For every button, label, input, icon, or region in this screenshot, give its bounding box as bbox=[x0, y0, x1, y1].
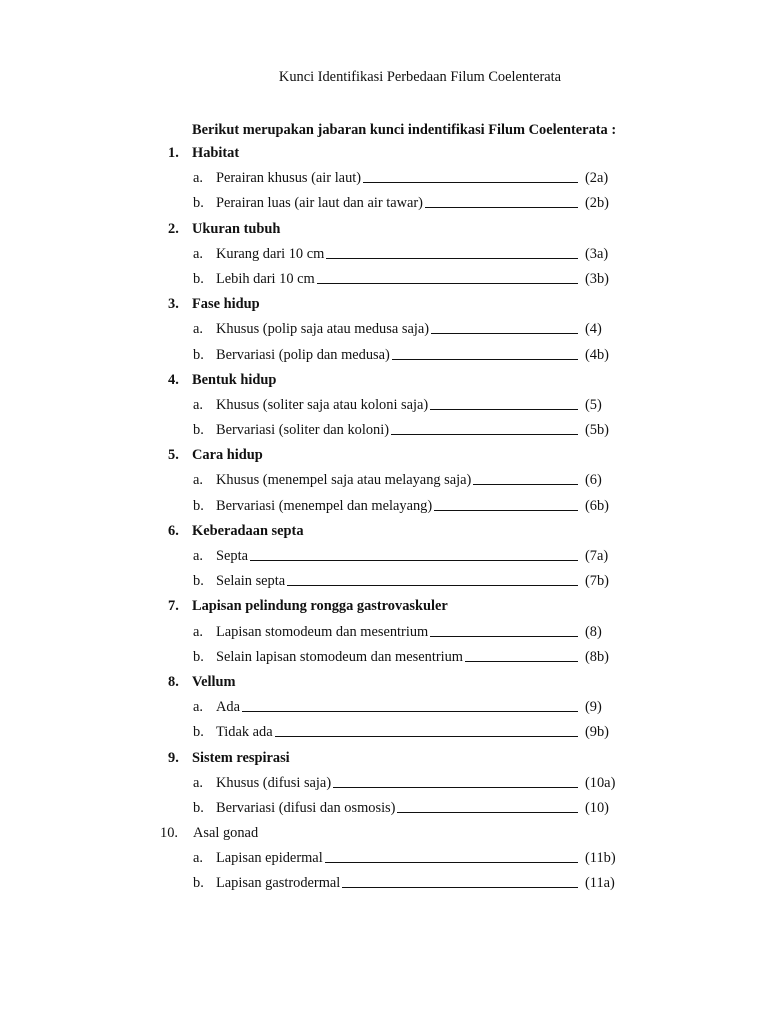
key-section bbox=[0, 596, 768, 672]
option-letter: a. bbox=[193, 774, 203, 791]
leader-line bbox=[430, 636, 578, 637]
leader-line bbox=[465, 661, 578, 662]
leader-line bbox=[326, 258, 578, 259]
option-text: Bervariasi (polip dan medusa) bbox=[216, 346, 390, 363]
key-option bbox=[0, 622, 768, 647]
leader-line bbox=[391, 434, 578, 435]
option-text: Bervariasi (difusi dan osmosis) bbox=[216, 799, 396, 816]
option-letter: a. bbox=[193, 321, 203, 338]
key-option bbox=[0, 848, 768, 873]
section-title: Sistem respirasi bbox=[192, 749, 290, 766]
option-code: (2a) bbox=[585, 170, 609, 187]
key-option bbox=[0, 496, 768, 521]
leader-line bbox=[250, 560, 578, 561]
section-heading bbox=[0, 445, 768, 470]
key-option bbox=[0, 873, 768, 898]
section-number: 2. bbox=[168, 220, 179, 237]
option-code: (6) bbox=[585, 472, 602, 489]
section-number: 8. bbox=[168, 673, 179, 690]
option-code: (11b) bbox=[585, 850, 616, 867]
leader-line bbox=[363, 182, 578, 183]
option-text: Bervariasi (soliter dan koloni) bbox=[216, 422, 390, 439]
option-text: Lapisan epidermal bbox=[216, 850, 323, 867]
section-heading bbox=[0, 823, 768, 848]
leader-line bbox=[242, 711, 578, 712]
option-code: (8b) bbox=[585, 648, 609, 665]
option-code: (8) bbox=[585, 623, 602, 640]
option-code: (5) bbox=[585, 396, 602, 413]
option-code: (6b) bbox=[585, 497, 609, 514]
option-text: Khusus (difusi saja) bbox=[216, 774, 332, 791]
option-code: (10a) bbox=[585, 774, 616, 791]
section-heading bbox=[0, 219, 768, 244]
option-letter: a. bbox=[193, 472, 203, 489]
option-code: (3b) bbox=[585, 270, 609, 287]
option-text: Lapisan stomodeum dan mesentrium bbox=[216, 623, 429, 640]
section-number: 5. bbox=[168, 447, 179, 464]
leader-line bbox=[473, 484, 578, 485]
option-code: (5b) bbox=[585, 422, 609, 439]
option-letter: b. bbox=[193, 573, 204, 590]
option-text: Ada bbox=[216, 699, 240, 716]
leader-line bbox=[431, 333, 578, 334]
option-code: (7b) bbox=[585, 573, 609, 590]
key-section bbox=[0, 219, 768, 295]
section-number: 10. bbox=[160, 825, 178, 842]
section-heading bbox=[0, 143, 768, 168]
section-number: 4. bbox=[168, 371, 179, 388]
option-code: (4b) bbox=[585, 346, 609, 363]
leader-line bbox=[325, 862, 578, 863]
option-text: Khusus (soliter saja atau koloni saja) bbox=[216, 396, 429, 413]
option-code: (7a) bbox=[585, 548, 609, 564]
section-title: Bentuk hidup bbox=[192, 371, 277, 388]
section-heading bbox=[0, 748, 768, 773]
option-letter: b. bbox=[193, 270, 204, 287]
option-letter: a. bbox=[193, 170, 203, 187]
key-section bbox=[0, 521, 768, 597]
key-option bbox=[0, 470, 768, 495]
key-section bbox=[0, 748, 768, 824]
key-option bbox=[0, 571, 768, 596]
section-heading bbox=[0, 521, 768, 546]
option-letter: a. bbox=[193, 548, 203, 564]
section-heading bbox=[0, 370, 768, 395]
key-option bbox=[0, 193, 768, 218]
key-option bbox=[0, 319, 768, 344]
option-letter: a. bbox=[193, 623, 203, 640]
option-text: Khusus (menempel saja atau melayang saja) bbox=[216, 472, 472, 489]
option-text: Bervariasi (menempel dan melayang) bbox=[216, 497, 433, 514]
option-text: Selain septa bbox=[216, 573, 286, 590]
leader-line bbox=[434, 510, 578, 511]
key-option bbox=[0, 345, 768, 370]
option-letter: b. bbox=[193, 195, 204, 212]
option-text: Khusus (polip saja atau medusa saja) bbox=[216, 321, 430, 338]
key-section bbox=[0, 370, 768, 446]
option-letter: a. bbox=[193, 396, 203, 413]
leader-line bbox=[397, 812, 578, 813]
option-text: Selain lapisan stomodeum dan mesentrium bbox=[216, 648, 463, 665]
option-text: Septa bbox=[216, 548, 248, 564]
key-option bbox=[0, 395, 768, 420]
key-option bbox=[0, 269, 768, 294]
option-code: (2b) bbox=[585, 195, 609, 212]
key-section bbox=[0, 143, 768, 219]
option-text: Tidak ada bbox=[216, 724, 273, 741]
option-letter: b. bbox=[193, 422, 204, 439]
option-text: Kurang dari 10 cm bbox=[216, 245, 325, 262]
section-number: 1. bbox=[168, 145, 179, 161]
section-title: Vellum bbox=[192, 673, 236, 690]
option-letter: a. bbox=[193, 699, 203, 716]
option-letter: b. bbox=[193, 724, 204, 741]
key-option bbox=[0, 546, 768, 571]
key-option bbox=[0, 244, 768, 269]
leader-line bbox=[333, 787, 578, 788]
leader-line bbox=[317, 283, 578, 284]
section-title: Ukuran tubuh bbox=[192, 220, 281, 237]
option-code: (10) bbox=[585, 799, 609, 816]
leader-line bbox=[430, 409, 578, 410]
section-number: 7. bbox=[168, 598, 179, 615]
key-option bbox=[0, 798, 768, 823]
section-heading bbox=[0, 596, 768, 621]
option-code: (9) bbox=[585, 699, 602, 716]
key-option bbox=[0, 722, 768, 747]
key-section bbox=[0, 672, 768, 748]
section-title: Asal gonad bbox=[193, 825, 259, 842]
section-heading bbox=[0, 294, 768, 319]
option-text: Perairan khusus (air laut) bbox=[216, 170, 362, 187]
key-option bbox=[0, 773, 768, 798]
option-letter: b. bbox=[193, 497, 204, 514]
option-letter: a. bbox=[193, 245, 203, 262]
section-title: Keberadaan septa bbox=[192, 522, 304, 539]
leader-line bbox=[342, 887, 578, 888]
option-letter: a. bbox=[193, 850, 203, 867]
intro-text: Berikut merupakan jabaran kunci indentifikasi Filum Coelenterata : bbox=[192, 122, 617, 138]
page-title: Kunci Identifikasi Perbedaan Filum Coelenterata bbox=[278, 69, 562, 85]
key-option bbox=[0, 420, 768, 445]
key-option bbox=[0, 697, 768, 722]
key-section bbox=[0, 445, 768, 521]
option-code: (9b) bbox=[585, 724, 609, 741]
leader-line bbox=[392, 359, 578, 360]
option-letter: b. bbox=[193, 346, 204, 363]
section-heading bbox=[0, 672, 768, 697]
option-text: Lebih dari 10 cm bbox=[216, 270, 315, 287]
section-number: 9. bbox=[168, 749, 179, 766]
key-section bbox=[0, 823, 768, 899]
option-code: (3a) bbox=[585, 245, 609, 262]
key-option bbox=[0, 168, 768, 193]
option-code: (4) bbox=[585, 321, 602, 338]
section-title: Fase hidup bbox=[192, 296, 260, 313]
option-letter: b. bbox=[193, 799, 204, 816]
option-text: Perairan luas (air laut dan air tawar) bbox=[216, 195, 423, 212]
section-number: 3. bbox=[168, 296, 179, 313]
option-code: (11a) bbox=[585, 875, 615, 892]
key-option bbox=[0, 647, 768, 672]
leader-line bbox=[287, 585, 578, 586]
leader-line bbox=[275, 736, 578, 737]
option-letter: b. bbox=[193, 648, 204, 665]
leader-line bbox=[425, 207, 578, 208]
key-section bbox=[0, 294, 768, 370]
section-title: Cara hidup bbox=[192, 447, 263, 464]
key-list bbox=[0, 143, 768, 899]
option-text: Lapisan gastrodermal bbox=[216, 875, 341, 892]
section-title: Lapisan pelindung rongga gastrovaskuler bbox=[192, 598, 448, 615]
section-number: 6. bbox=[168, 522, 179, 539]
section-title: Habitat bbox=[192, 145, 240, 161]
option-letter: b. bbox=[193, 875, 204, 892]
